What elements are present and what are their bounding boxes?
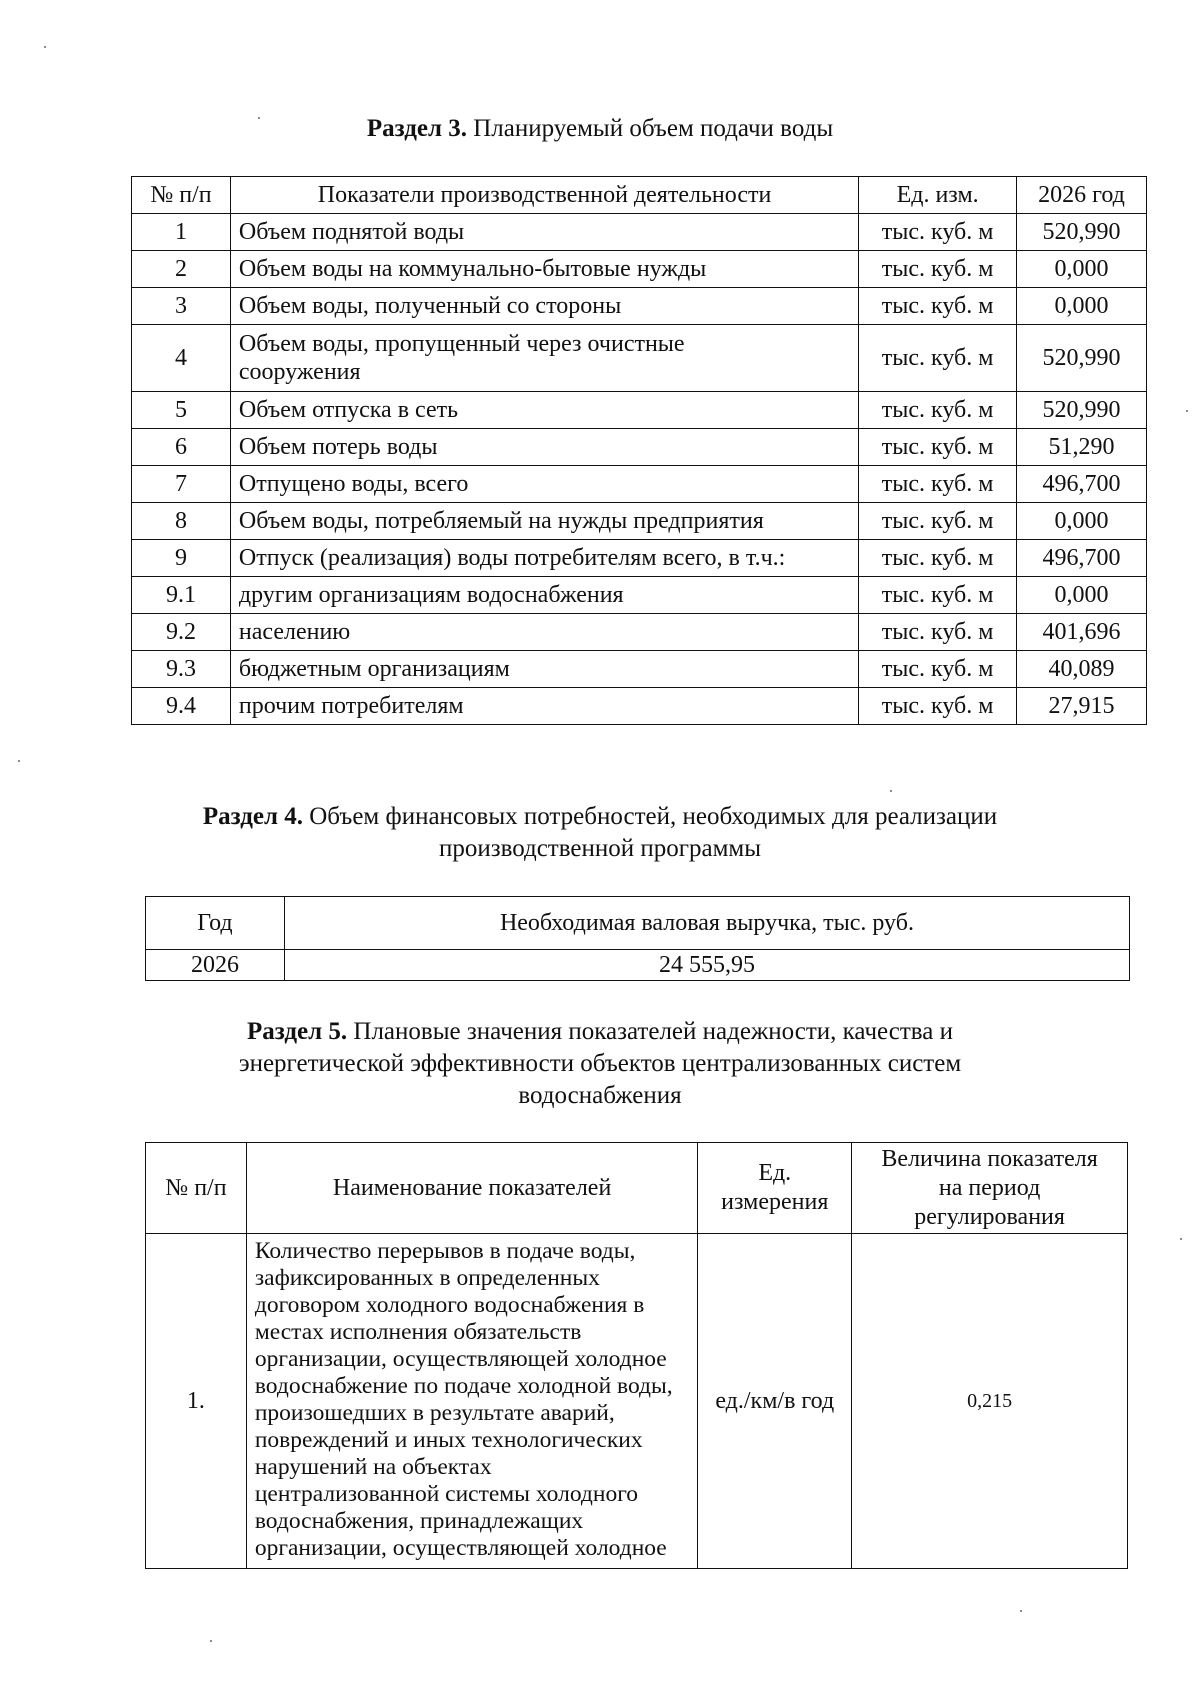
row-unit: тыс. куб. м [859,651,1017,688]
row-name: Объем поднятой воды [230,214,858,251]
row-value: 0,000 [1017,288,1147,325]
row-name: Объем воды, полученный со стороны [230,288,858,325]
row-value: 520,990 [1017,214,1147,251]
section5-title-line3: водоснабжения [518,1082,682,1109]
row-num: 5 [132,392,231,429]
water-supply-table [131,176,1147,725]
row-value: 496,700 [1017,466,1147,503]
header-value-line3: регулирования [914,1203,1065,1230]
header-unit: Ед. изм. [859,177,1017,214]
row-name-line: водоснабжения, принадлежащих [254,1508,584,1534]
row-year: 2026 [146,950,285,981]
row-unit: тыс. куб. м [859,251,1017,288]
section3-label: Раздел 3. [366,115,467,142]
row-name-line: централизованной системы холодного [254,1481,639,1507]
table-row [132,392,1147,429]
table-row [132,503,1147,540]
row-num: 9 [132,540,231,577]
header-value-line2: на период [938,1174,1041,1201]
table-row [132,288,1147,325]
section4-label: Раздел 4. [202,803,303,830]
row-name-line: Количество перерывов в подаче воды, [254,1238,636,1264]
table-row [132,214,1147,251]
row-name: бюджетным организациям [230,651,858,688]
row-name-line: организации, осуществляющей холодное [254,1346,667,1372]
row-name: другим организациям водоснабжения [230,577,858,614]
row-unit: тыс. куб. м [859,214,1017,251]
header-name: Наименование показателей [246,1143,697,1234]
table-header-row [132,177,1147,214]
row-num: 2 [132,251,231,288]
row-value: 401,696 [1017,614,1147,651]
row-name: Объем воды, пропущенный через очистные сооружения [230,325,858,392]
header-indicator: Показатели производственной деятельности [230,177,858,214]
table-row [132,429,1147,466]
table-row [132,540,1147,577]
header-year: Год [146,897,285,950]
header-revenue: Необходимая валовая выручка, тыс. руб. [284,897,1129,950]
row-unit: тыс. куб. м [859,466,1017,503]
row-name: Объем воды, потребляемый на нужды предприятия [230,503,858,540]
section4-title-line1: Объем финансовых потребностей, необходимых для реализации [309,803,998,830]
scan-speck [1180,1238,1182,1240]
row-name-line: произошедших в результате аварий, [254,1400,615,1426]
section5-label: Раздел 5. [247,1018,348,1045]
table-header-row [146,897,1130,950]
header-num: № п/п [146,1143,247,1234]
row-num: 6 [132,429,231,466]
row-unit: тыс. куб. м [859,429,1017,466]
row-value: 27,915 [1017,688,1147,725]
row-unit: тыс. куб. м [859,688,1017,725]
row-value: 496,700 [1017,540,1147,577]
row-value: 51,290 [1017,429,1147,466]
row-name-line: нарушений на объектах [254,1454,492,1480]
header-year: 2026 год [1017,177,1147,214]
section3-title [0,113,1200,145]
row-name: Отпуск (реализация) воды потребителям всего, в т.ч.: [230,540,858,577]
row-name-line: зафиксированных в определенных [254,1265,600,1291]
table-row [132,614,1147,651]
scan-speck [210,1640,212,1642]
scan-speck [1020,1610,1022,1612]
row-num: 8 [132,503,231,540]
table-row [132,688,1147,725]
table-row [146,950,1130,981]
scan-speck [1186,410,1188,412]
row-revenue: 24 555,95 [284,950,1129,981]
table-row [132,251,1147,288]
row-num: 1. [146,1234,247,1569]
row-name-line: договором холодного водоснабжения в [254,1292,645,1318]
row-value: 0,000 [1017,577,1147,614]
scan-speck [18,760,20,762]
table-row [132,466,1147,503]
row-num: 1 [132,214,231,251]
row-unit: тыс. куб. м [859,288,1017,325]
section5-title-line2: энергетической эффективности объектов централизованных систем [238,1050,962,1077]
header-unit-line2: измерения [721,1189,829,1215]
row-num: 9.4 [132,688,231,725]
row-num: 7 [132,466,231,503]
scan-speck [258,117,260,119]
row-value: 520,990 [1017,392,1147,429]
row-value: 0,000 [1017,503,1147,540]
row-value: 40,089 [1017,651,1147,688]
row-unit: тыс. куб. м [859,325,1017,392]
row-name [246,1234,697,1569]
table-row [132,651,1147,688]
row-name-line: местах исполнения обязательств [254,1319,582,1345]
section4-title [0,801,1200,865]
row-num: 3 [132,288,231,325]
row-unit: тыс. куб. м [859,503,1017,540]
header-value-line1: Величина показателя [881,1145,1098,1172]
row-name: Объем потерь воды [230,429,858,466]
header-value [852,1143,1128,1234]
scan-speck [44,46,46,48]
table-header-row [146,1143,1128,1234]
row-unit: тыс. куб. м [859,392,1017,429]
section3-title-text: Планируемый объем подачи воды [473,115,834,142]
row-name: прочим потребителям [230,688,858,725]
table-row [132,325,1147,392]
scan-speck [890,790,892,792]
row-name: Отпущено воды, всего [230,466,858,503]
table-row [146,1234,1128,1569]
row-name: населению [230,614,858,651]
header-num: № п/п [132,177,231,214]
row-name-line: повреждений и иных технологических [254,1427,643,1453]
row-name-line: организации, осуществляющей холодное [254,1535,667,1561]
row-value: 520,990 [1017,325,1147,392]
financial-needs-table [145,896,1130,981]
table-row [132,577,1147,614]
row-value: 0,000 [1017,251,1147,288]
row-name: Объем воды на коммунально-бытовые нужды [230,251,858,288]
section4-title-line2: производственной программы [438,835,762,862]
section5-title-line1: Плановые значения показателей надежности, качества и [353,1018,953,1045]
row-unit: тыс. куб. м [859,540,1017,577]
row-value: 0,215 [852,1234,1128,1569]
row-name-line: водоснабжение по подаче холодной воды, [254,1373,673,1399]
row-unit: тыс. куб. м [859,614,1017,651]
row-name: Объем отпуска в сеть [230,392,858,429]
row-num: 9.3 [132,651,231,688]
header-unit [698,1143,852,1234]
row-num: 9.2 [132,614,231,651]
row-unit: тыс. куб. м [859,577,1017,614]
row-unit: ед./км/в год [698,1234,852,1569]
section5-title [0,1016,1200,1112]
reliability-indicators-table [145,1142,1128,1569]
header-unit-line1: Ед. [758,1160,792,1186]
row-num: 9.1 [132,577,231,614]
row-num: 4 [132,325,231,392]
